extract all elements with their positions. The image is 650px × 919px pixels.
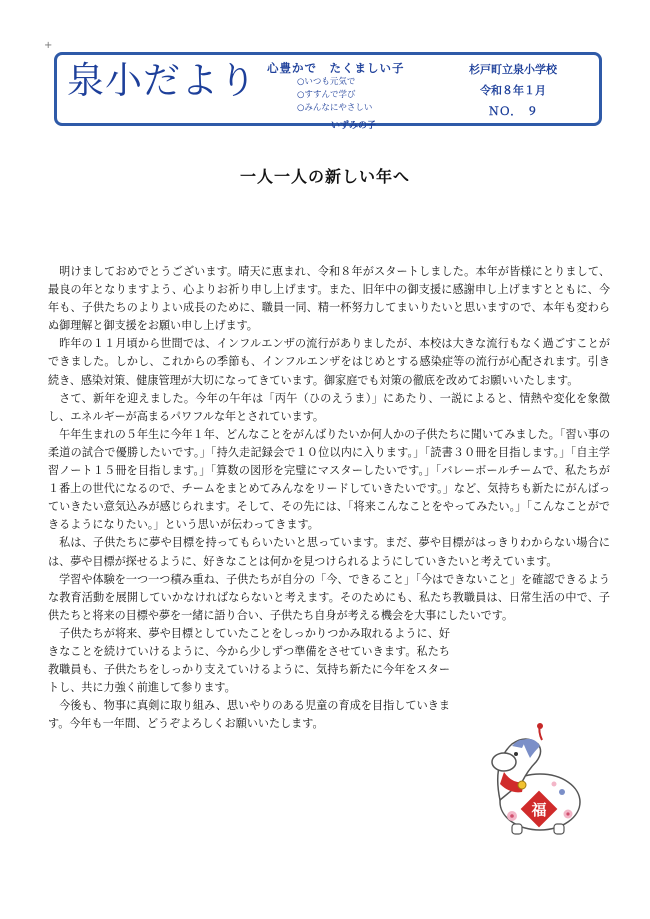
newsletter-header: [54, 52, 602, 131]
paragraph: 私は、子供たちに夢や目標を持ってもらいたいと思っています。まだ、夢や目標がはっきりわからない場合には、夢や目標が探せるように、好きなことは何かを見つけられるようにしていきたいと考えています。: [48, 536, 610, 568]
paragraph: さて、新年を迎えました。今年の午年は「丙午（ひのえうま）」にあたり、一説によると、情熱や変化を象徴し、エネルギーが高まるパワフルな年とされています。: [48, 391, 610, 423]
horse-figurine-icon: [482, 722, 586, 836]
corner-mark: +: [44, 40, 53, 51]
issue-date: 令和８年１月: [480, 84, 546, 97]
fuku-label: 福: [531, 801, 547, 819]
motto-line: ○すすんで学び: [297, 90, 356, 100]
school-motto: [261, 60, 451, 131]
school-name: 杉戸町立泉小学校: [469, 63, 557, 76]
motto-line: ○みんなにやさしい: [297, 103, 373, 113]
motto-sub: いずみの子: [331, 121, 377, 131]
paragraph: 今後も、物事に真剣に取り組み、思いやりのある児童の育成を目指していきます。今年も一年間、どうぞよろしくお願いいたします。: [48, 699, 450, 731]
paragraph: 学習や体験を一つ一つ積み重ね、子供たちが自分の「今、できること」「今はできないこと」を確認できるような教育活動を展開していかなければならないと考えます。そのためにも、私たち教職員は、日常生活の中で、子供たちと将来の目標や夢を一緒に語り合い、子供たち自身が考える機会を大事にしたいです。: [48, 572, 610, 622]
article-body: [48, 263, 610, 733]
paragraph: 明けましておめでとうございます。晴天に恵まれ、令和８年がスタートしました。本年が皆様にとりまして、最良の年となりますよう、心よりお祈り申し上げます。また、旧年中の御支援に感謝申し上げますとともに、今年も、子供たちのよりよい成長のために、職員一同、精一杯努力してまいりたいと思いますので、本年も変わらぬ御理解と御支援をお願い申し上げます。: [48, 265, 610, 333]
paragraph: 昨年の１１月頃から世間では、インフルエンザの流行がありましたが、本校は大きな流行もなく過ごすことができました。しかし、これからの季節も、インフルエンザをはじめとする感染症等の流行が心配されます。引き続き、感染対策、健康管理が大切になってきています。御家庭でも対策の徹底を改めてお願いいたします。: [48, 337, 610, 387]
issue-number: ＮＯ． ９: [488, 105, 538, 118]
newsletter-logo: 泉小だより: [67, 59, 257, 102]
motto-line: ○いつも元気で: [297, 77, 356, 87]
motto-title: 心豊かで たくましい子: [267, 61, 405, 75]
paragraph: 午年生まれの５年生に今年１年、どんなことをがんばりたいか何人かの子供たちに聞いてみました。「習い事の柔道の試合で優勝したいです。」「持久走記録会で１０位以内に入ります。」「読書３０冊を目指します。」「自主学習ノート１５冊を目指します。」「算数の図形を完璧にマスターしたいです。」「バレーボールチームで、私たちが１番上の世代になるので、チームをまとめてみんなをリードしていきたいです。」など、気持ちも新たにがんばっていきたい意気込みが感じられます。そして、その先には、「将来こんなことをやってみたい。」「こんなことができるようになりたい。」という思いが伝わってきます。: [48, 427, 610, 532]
article-title: 一人一人の新しい年へ: [239, 167, 410, 186]
school-info: [447, 59, 579, 122]
paragraph: 子供たちが将来、夢や目標としていたことをしっかりつかみ取れるように、好きなことを続けていけるように、今から少しずつ準備をさせていきます。私たち教職員も、子供たちをしっかり支えていけるように、気持ち新たに今年をスタートし、共に力強く前進して参ります。: [48, 626, 450, 695]
